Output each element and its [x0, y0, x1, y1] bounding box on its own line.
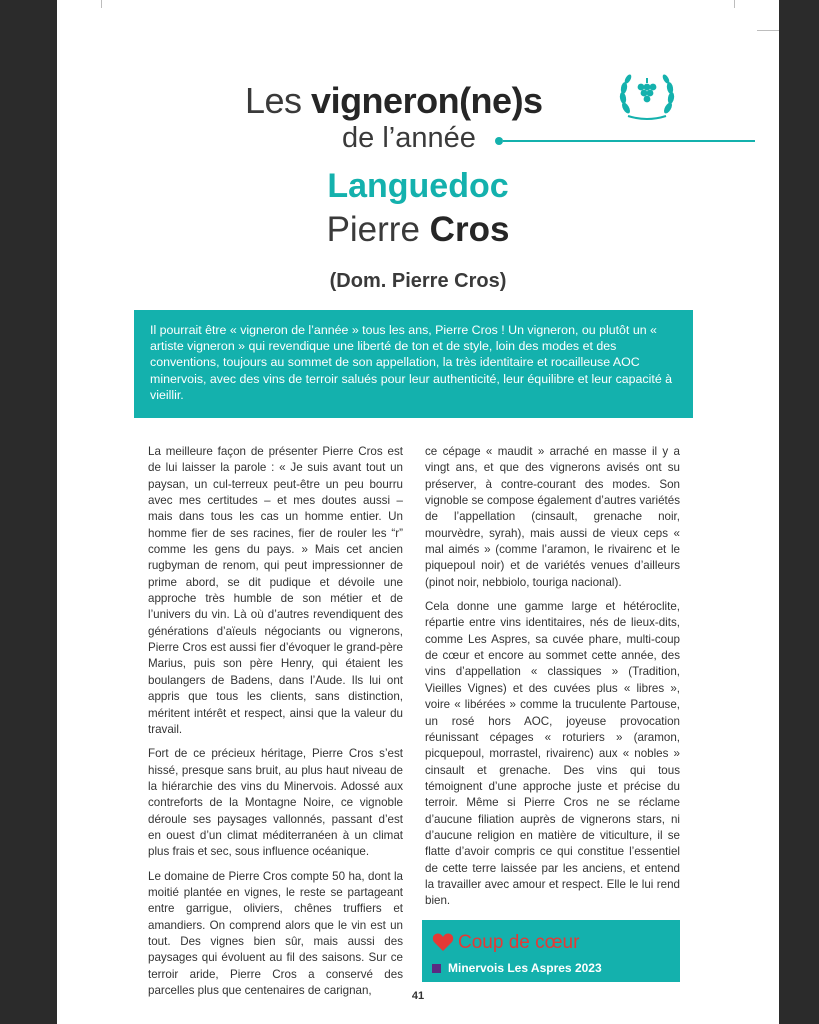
article-column-left — [148, 444, 403, 1007]
title-main: vigneron(ne)s — [311, 80, 543, 121]
title-accent-rule — [503, 140, 755, 142]
laurel-grapes-icon — [618, 72, 676, 122]
crop-mark-right — [734, 0, 735, 8]
wine-color-square — [432, 964, 441, 973]
page-number: 41 — [411, 990, 425, 1002]
article-paragraph: Cela donne une gamme large et hétéroclite, répartie entre vins identitaires, nés de lieux-dits, comme Les Aspres, sa cuvée phare, multi-coup de cœur et encore au sommet cette année, des vins d’appellation « classiques » (Tradition, Vieilles Vignes) et des cuvées plus « libres », voire « libérées » comme la truculente Partouse, un rosé hors AOC, joyeuse provocation réunissant cépages « roturiers » (aramon, picquepoul, morrastel, rivairenc) aux « nobles » cinsault et grenache. Des vins qui tous témoignent d’une approche juste et précise du terroir. Même si Pierre Cros ne se réclame d’aucune filiation auprès de vignerons stars, ni d’aucune religion en matière de viticulture, il se flatte d’avoir compris ce qui constitue l’essentiel de cette terre laissée par les anciens, et entend la travailler avec amour et respect. Elle le lui rend bien. — [425, 600, 680, 908]
coup-de-coeur-title: Coup de cœur — [458, 932, 580, 953]
crop-mark-left — [101, 0, 102, 8]
recommended-wine: Minervois Les Aspres 2023 — [448, 961, 602, 975]
intro-box: Il pourrait être « vigneron de l’année » tous les ans, Pierre Cros ! Un vigneron, ou plutôt un « artiste vigneron » qui revendique une liberté de ton et de style, loin des modes et des conventions, toujours au sommet de son appellation, la très identitaire et rocailleuse AOC minervois, avec des vins de terroir salués pour leur authenticité, leur équilibre et leur capacité à vieillir. — [134, 310, 693, 418]
heart-icon — [432, 932, 454, 952]
article-paragraph: ce cépage « maudit » arraché en masse il y a vingt ans, et que des vignerons avisés ont su préserver, à contre-courant des modes. Son vignoble se compose également d’autres variétés de l’appellation (cinsault, grenache noir, mourvèdre, syrah), mais aussi de vieux ceps « mal aimés » (comme l’aramon, le rivairenc et le piquepoul noir) et de variétés venues d’ailleurs (pinot noir, nebbiolo, touriga nacional). — [425, 445, 680, 589]
article-column-right — [425, 444, 680, 918]
article-paragraph: La meilleure façon de présenter Pierre Cros est de lui laisser la parole : « Je suis avant tout un paysan, un cul-terreux peut-être un peu bourru avec mes certitudes – et mes doutes aussi – mais dans tous les cas un homme entier. Un homme fier de ses racines, fier de rouler les “r” comme les gens du pays. » Mais cet ancien rugbyman de renom, qui peut impressionner de prime abord, se dit pudique et dévoile une approche très humble de son métier et de l’univers du vin. Là où d’autres revendiquent des générations d’aïeuls négociants ou vignerons, Pierre Cros est aussi fier d’évoquer le grand-père Marius, puis son père Henry, qui étaient les boulangers de Badens, dans l’Aude. Ils lui ont appris que tous les clients, sans distinction, méritent intérêt et respect, ainsi que la valeur du travail. — [148, 445, 403, 736]
winemaker-name — [57, 210, 779, 250]
page-title — [245, 80, 585, 122]
winemaker-last-name: Cros — [429, 210, 510, 249]
title-prefix: Les — [245, 80, 312, 121]
magazine-page — [57, 0, 779, 1024]
page-subtitle: de l’année — [342, 122, 476, 154]
winemaker-first-name: Pierre — [326, 210, 420, 249]
article-paragraph: Le domaine de Pierre Cros compte 50 ha, dont la moitié plantée en vignes, le reste se partageant entre garrigue, oliviers, chênes truffiers et amandiers. On comprend alors que le vin est un tout. Des vignes bien sûr, mais aussi des paysages qui évoluent au fil des saisons. Sur ce terroir aride, Pierre Cros a conservé des parcelles plus que centenaires de carignan, — [148, 869, 403, 997]
title-accent-dot — [495, 137, 503, 145]
region-heading: Languedoc — [327, 167, 509, 205]
crop-mark-right-horizontal — [757, 30, 779, 31]
coup-de-coeur-box — [422, 920, 680, 982]
domain-name: (Dom. Pierre Cros) — [329, 270, 507, 292]
article-paragraph: Fort de ce précieux héritage, Pierre Cros s’est hissé, presque sans bruit, au plus haut niveau de la hiérarchie des vins du Minervois. Adossé aux contreforts de la Montagne Noire, ce vignoble déroule ses paysages vallonnés, passant d’est en ouest d’un climat méditerranéen à un climat plus frais et sec, sous influence océanique. — [148, 747, 403, 859]
